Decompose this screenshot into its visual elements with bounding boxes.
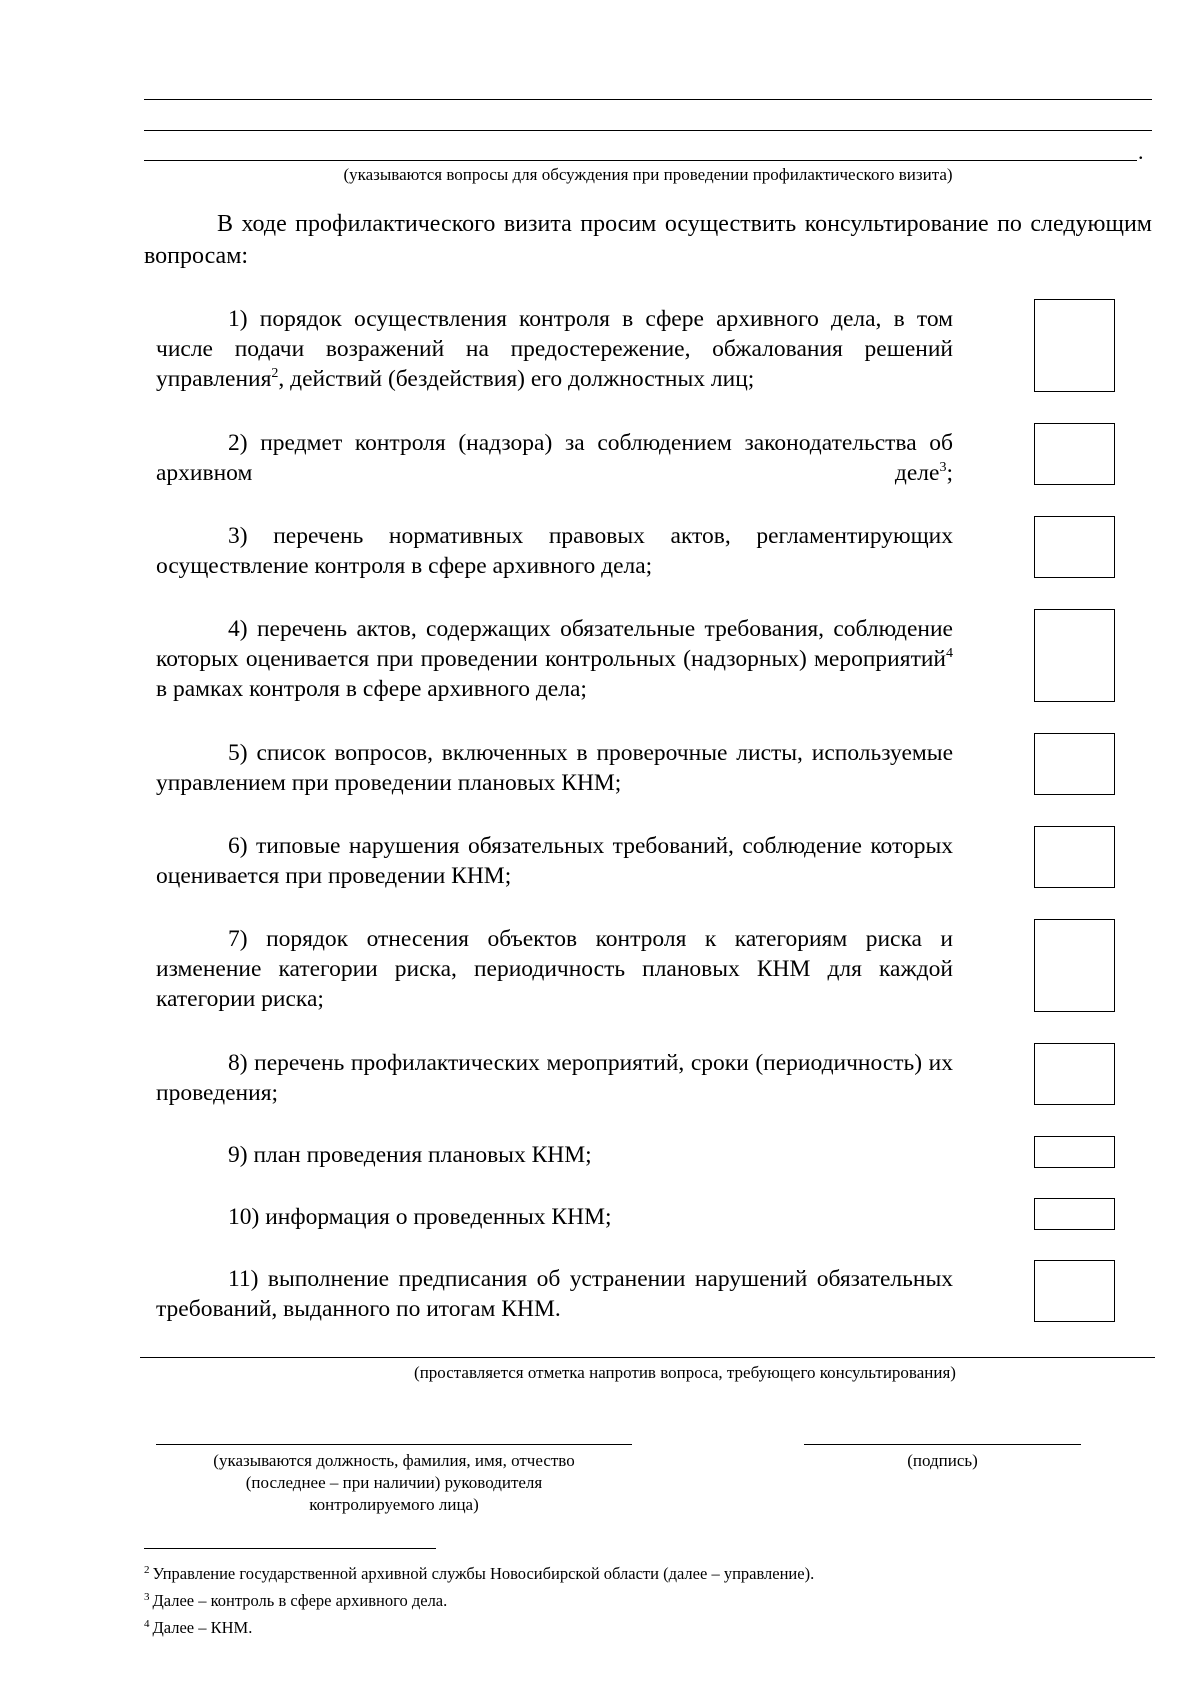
question-number: 10) (228, 1204, 260, 1230)
footnote-text: Управление государственной архивной службы Новосибирской области (далее – управление). (152, 1564, 815, 1583)
question-text: порядок отнесения объектов контроля к категориям риска и изменение категории риска, периодичность плановых КНМ для каждой категории риска; (156, 926, 954, 1012)
footnote-ref: 4 (946, 646, 953, 662)
question-text: типовые нарушения обязательных требований, соблюдение которых оценивается при проведении КНМ; (156, 833, 953, 889)
question-5 (156, 738, 953, 798)
signatory-name-line[interactable] (156, 1444, 632, 1445)
question-number: 6) (228, 833, 248, 859)
blank-line-2[interactable] (144, 130, 1152, 131)
signature-line[interactable] (804, 1444, 1081, 1445)
signatory-caption (156, 1450, 632, 1516)
signature-caption: (подпись) (907, 1451, 978, 1470)
question-text: порядок осуществления контроля в сфере архивного дела, в том числе подачи возражений на предостережение, обжалования решений управления (156, 306, 954, 392)
question-6-checkbox[interactable] (1034, 826, 1115, 888)
question-number: 4) (228, 616, 248, 642)
footnote-2 (144, 1563, 814, 1585)
blank-line-1[interactable] (144, 99, 1152, 100)
footnote-3 (144, 1590, 447, 1612)
question-8-checkbox[interactable] (1034, 1043, 1115, 1105)
question-2 (156, 428, 953, 488)
footnote-mark: 2 (144, 1563, 150, 1576)
question-2-checkbox[interactable] (1034, 423, 1115, 485)
signatory-caption-line-2: (последнее – при наличии) руководителя (245, 1473, 543, 1492)
question-text: перечень нормативных правовых актов, регламентирующих осуществление контроля в сфере архивного дела; (156, 523, 954, 579)
question-3 (156, 521, 953, 581)
mark-line (140, 1357, 1155, 1358)
footnote-ref: 2 (271, 366, 279, 382)
question-text-tail: в рамках контроля в сфере архивного дела; (156, 676, 587, 702)
footnote-separator (144, 1548, 436, 1549)
line-end-period: . (1138, 139, 1144, 164)
footnote-mark: 3 (144, 1590, 150, 1603)
question-4 (156, 614, 953, 704)
question-5-checkbox[interactable] (1034, 733, 1115, 795)
footnote-ref: 3 (939, 460, 947, 476)
question-1-checkbox[interactable] (1034, 299, 1115, 392)
question-text: план проведения плановых КНМ; (253, 1142, 592, 1168)
question-9-checkbox[interactable] (1034, 1136, 1115, 1168)
question-number: 5) (228, 740, 248, 766)
question-text: список вопросов, включенных в проверочные листы, используемые управлением при проведении плановых КНМ; (156, 740, 953, 796)
question-text: выполнение предписания об устранении нарушений обязательных требований, выданного по итогам КНМ. (156, 1266, 953, 1322)
mark-caption: (проставляется отметка напротив вопроса, требующего консультирования) (414, 1363, 956, 1382)
question-11 (156, 1264, 953, 1324)
question-6 (156, 831, 953, 891)
question-4-checkbox[interactable] (1034, 609, 1115, 702)
footnote-mark: 4 (144, 1617, 150, 1630)
question-7-checkbox[interactable] (1034, 919, 1115, 1012)
question-1 (156, 304, 953, 394)
question-text: перечень профилактических мероприятий, сроки (периодичность) их проведения; (156, 1050, 953, 1106)
question-text: информация о проведенных КНМ; (265, 1204, 612, 1230)
signatory-caption-line-3: контролируемого лица) (309, 1495, 479, 1514)
question-number: 2) (228, 430, 248, 456)
intro-paragraph: В ходе профилактического визита просим осуществить консультирование по следующим вопросам: (144, 211, 1152, 269)
footnote-4 (144, 1617, 252, 1639)
question-9 (156, 1140, 953, 1170)
question-8 (156, 1048, 953, 1108)
question-number: 3) (228, 523, 248, 549)
question-text-tail: ; (946, 460, 953, 486)
footnote-text: Далее – контроль в сфере архивного дела. (152, 1591, 448, 1610)
question-10-checkbox[interactable] (1034, 1198, 1115, 1230)
signatory-caption-line-1: (указываются должность, фамилия, имя, отчество (213, 1451, 575, 1470)
question-number: 11) (228, 1266, 259, 1292)
question-text-tail: , действий (бездействия) его должностных лиц; (278, 366, 755, 392)
question-number: 9) (228, 1142, 248, 1168)
question-10 (156, 1202, 953, 1232)
question-text: перечень актов, содержащих обязательные требования, соблюдение которых оценивается при проведении контрольных (надзорных) мероприятий (156, 616, 953, 672)
footnote-text: Далее – КНМ. (152, 1618, 253, 1637)
question-number: 8) (228, 1050, 248, 1076)
question-number: 1) (228, 306, 248, 332)
questions-caption: (указываются вопросы для обсуждения при проведении профилактического визита) (343, 165, 953, 184)
blank-line-3[interactable] (144, 160, 1137, 161)
question-3-checkbox[interactable] (1034, 516, 1115, 578)
question-number: 7) (228, 926, 248, 952)
question-text: предмет контроля (надзора) за соблюдением законодательства об архивном деле (156, 430, 953, 486)
question-7 (156, 924, 953, 1014)
question-11-checkbox[interactable] (1034, 1260, 1115, 1322)
